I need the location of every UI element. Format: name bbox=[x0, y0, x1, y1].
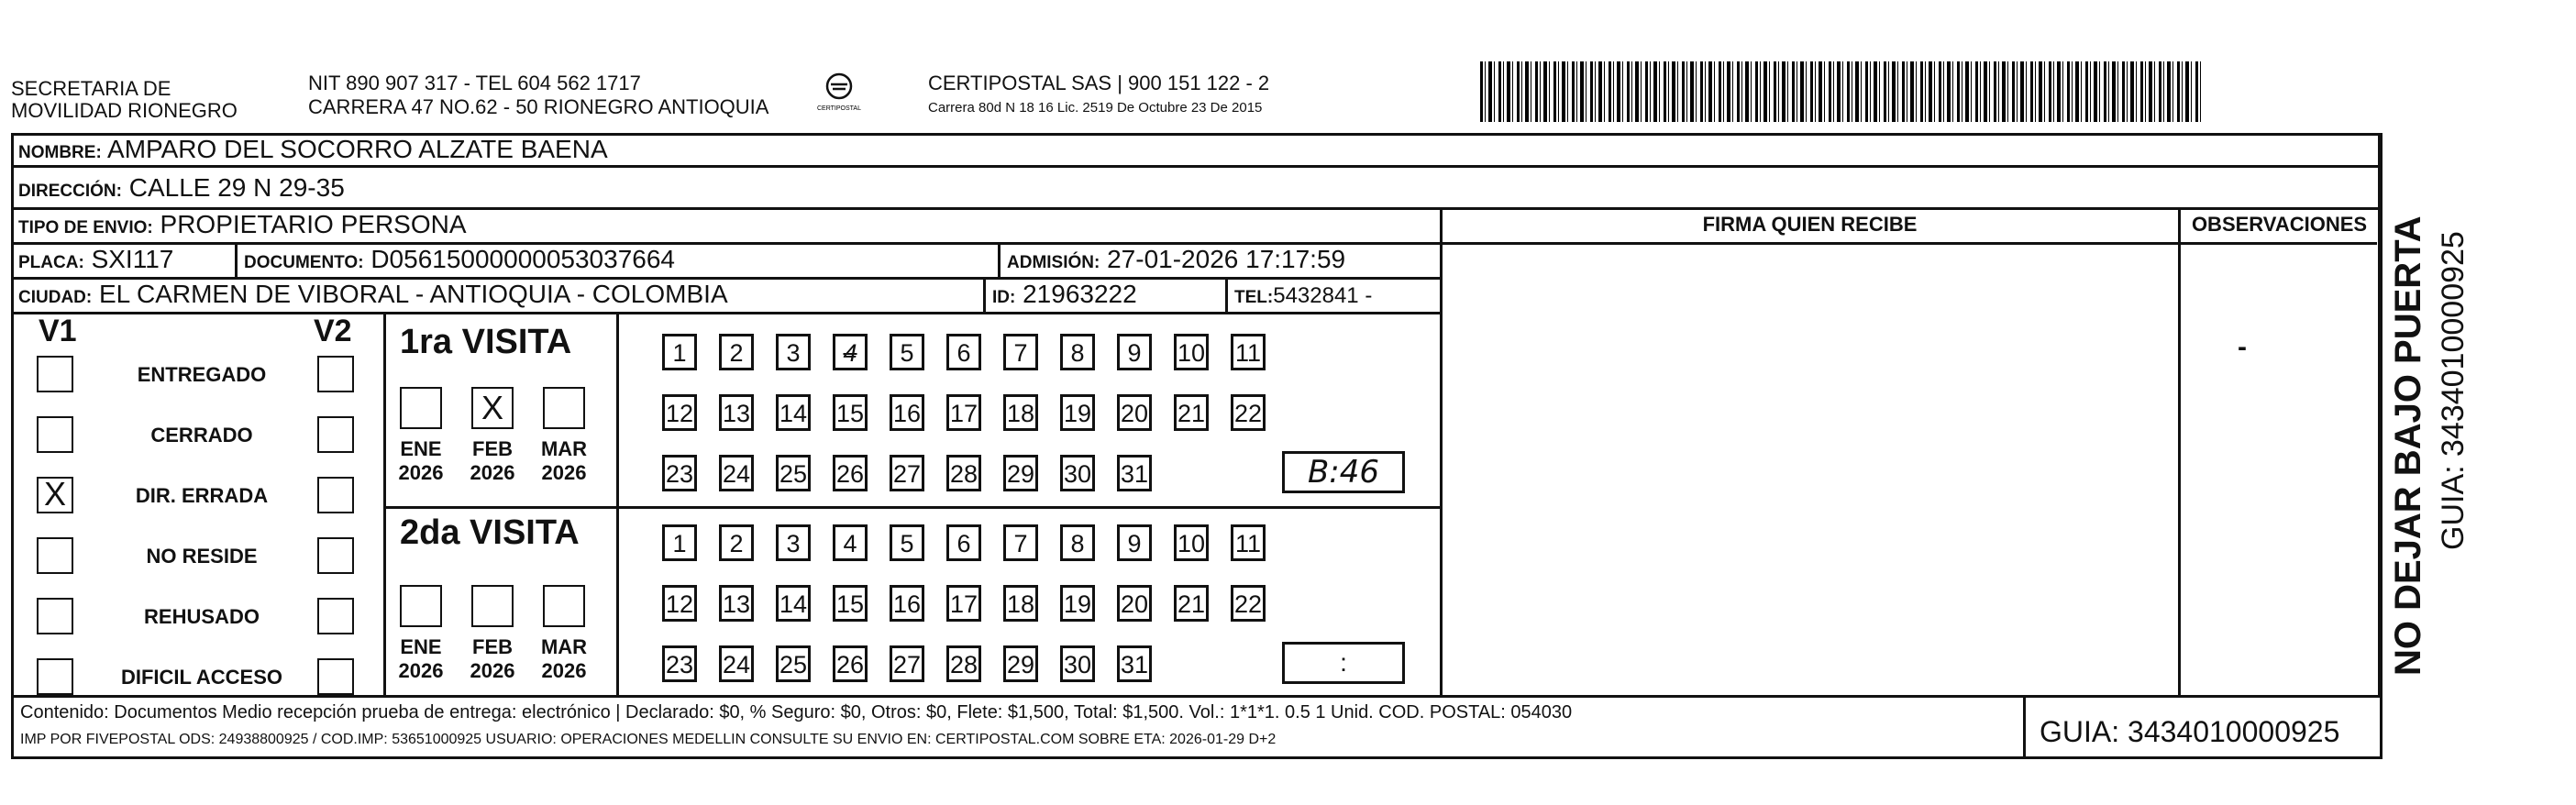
month-year: 2026 bbox=[470, 461, 515, 484]
day-box[interactable]: 25 bbox=[776, 455, 811, 491]
reason-label: ENTREGADO bbox=[137, 363, 267, 386]
observaciones-mark: - bbox=[2238, 332, 2247, 362]
month-checkbox[interactable] bbox=[400, 585, 442, 627]
day-box[interactable]: 20 bbox=[1117, 394, 1152, 431]
month-year: 2026 bbox=[470, 659, 515, 682]
city-field bbox=[18, 281, 728, 312]
day-box[interactable]: 1 bbox=[662, 524, 697, 561]
name-field bbox=[18, 136, 608, 167]
reason-label: DIFICIL ACCESO bbox=[120, 666, 282, 689]
day-box[interactable]: 13 bbox=[719, 394, 754, 431]
address-label: DIRECCIÓN: bbox=[18, 182, 122, 201]
reason-label: DIR. ERRADA bbox=[135, 484, 269, 507]
certipostal-logo bbox=[816, 70, 862, 116]
month-name: FEB bbox=[472, 635, 513, 658]
side-panel bbox=[2383, 133, 2438, 698]
month-name: MAR bbox=[540, 635, 588, 658]
day-box[interactable]: 27 bbox=[890, 455, 924, 491]
v2-checkbox[interactable] bbox=[317, 477, 354, 513]
firma-header: FIRMA QUIEN RECIBE bbox=[1702, 213, 1918, 236]
day-box[interactable]: 31 bbox=[1117, 645, 1152, 682]
month-year: 2026 bbox=[541, 659, 587, 682]
day-box[interactable]: 16 bbox=[890, 585, 924, 622]
company-line: CERTIPOSTAL SAS | 900 151 122 - 2 bbox=[928, 72, 1270, 94]
row-divider bbox=[383, 506, 1440, 509]
day-box[interactable]: 14 bbox=[776, 394, 811, 431]
day-box[interactable]: 12 bbox=[662, 585, 697, 622]
document-value: D05615000000053037664 bbox=[370, 245, 675, 273]
barcode bbox=[1480, 61, 2201, 122]
col-divider bbox=[616, 312, 619, 695]
day-box[interactable]: 10 bbox=[1174, 524, 1209, 561]
first-visit-title: 1ra VISITA bbox=[400, 323, 572, 361]
day-box[interactable]: 23 bbox=[662, 645, 697, 682]
day-box[interactable]: 23 bbox=[662, 455, 697, 491]
tel-field bbox=[1234, 282, 1372, 312]
nit-line: NIT 890 907 317 - TEL 604 562 1717 bbox=[308, 72, 641, 94]
month-name: ENE bbox=[400, 635, 442, 658]
observaciones-header: OBSERVACIONES bbox=[2191, 213, 2368, 236]
day-box[interactable]: 14 bbox=[776, 585, 811, 622]
day-box[interactable]: 17 bbox=[946, 394, 981, 431]
document-field bbox=[244, 246, 675, 277]
v1-header: V1 bbox=[39, 314, 77, 348]
second-visit-title: 2da VISITA bbox=[400, 513, 580, 552]
address-line: CARRERA 47 NO.62 - 50 RIONEGRO ANTIOQUIA bbox=[308, 95, 769, 118]
month-checkbox[interactable] bbox=[471, 585, 514, 627]
plate-field bbox=[18, 246, 173, 277]
v1-checkbox[interactable] bbox=[37, 537, 73, 574]
day-box[interactable]: 27 bbox=[890, 645, 924, 682]
tel-value: 5432841 - bbox=[1273, 283, 1373, 308]
month-checkbox[interactable] bbox=[543, 387, 585, 429]
month-checkbox[interactable] bbox=[400, 387, 442, 429]
col-divider bbox=[983, 277, 986, 312]
reason-label: REHUSADO bbox=[144, 605, 260, 628]
day-box[interactable]: 9 bbox=[1117, 334, 1152, 370]
side-title: NO DEJAR BAJO PUERTA bbox=[2388, 215, 2428, 676]
day-box[interactable]: 18 bbox=[1003, 585, 1038, 622]
footer-imp-line: IMP POR FIVEPOSTAL ODS: 24938800925 / COD.IMP: 53651000925 USUARIO: OPERACIONES MEDELLIN CONSULTE SU ENVIO EN: CERTIPOSTAL.COM SOBRE ETA: 2026-01-29 D+2 bbox=[20, 732, 1277, 747]
month-name: MAR bbox=[540, 437, 588, 460]
day-box[interactable]: 21 bbox=[1174, 394, 1209, 431]
row-divider bbox=[11, 312, 1442, 314]
day-box[interactable]: 2 bbox=[719, 334, 754, 370]
day-box[interactable]: 10 bbox=[1174, 334, 1209, 370]
day-box[interactable]: 13 bbox=[719, 585, 754, 622]
day-box[interactable]: 11 bbox=[1231, 334, 1266, 370]
v1-checkbox[interactable] bbox=[37, 658, 73, 695]
day-box[interactable]: 6 bbox=[946, 334, 981, 370]
day-box[interactable]: 29 bbox=[1003, 645, 1038, 682]
day-box[interactable]: 26 bbox=[833, 645, 868, 682]
day-box[interactable]: 5 bbox=[890, 334, 924, 370]
day-box[interactable]: 29 bbox=[1003, 455, 1038, 491]
day-box[interactable]: 22 bbox=[1231, 394, 1266, 431]
city-label: CIUDAD: bbox=[18, 288, 93, 307]
v1-checkbox[interactable] bbox=[37, 356, 73, 392]
id-label: ID: bbox=[992, 288, 1016, 307]
day-box[interactable]: 7 bbox=[1003, 334, 1038, 370]
day-box[interactable]: 1 bbox=[662, 334, 697, 370]
document-label: DOCUMENTO: bbox=[244, 253, 364, 272]
day-box[interactable]: 28 bbox=[946, 645, 981, 682]
month-year: 2026 bbox=[398, 659, 444, 682]
name-value: AMPARO DEL SOCORRO ALZATE BAENA bbox=[107, 135, 608, 163]
day-box[interactable]: 28 bbox=[946, 455, 981, 491]
day-box[interactable]: 24 bbox=[719, 455, 754, 491]
day-box[interactable]: 9 bbox=[1117, 524, 1152, 561]
id-value: 21963222 bbox=[1023, 280, 1137, 308]
month-checkbox[interactable]: X bbox=[471, 387, 514, 429]
day-box[interactable]: 19 bbox=[1060, 394, 1095, 431]
tel-label: TEL: bbox=[1234, 288, 1274, 307]
col-divider bbox=[1440, 207, 1443, 695]
day-box[interactable]: 25 bbox=[776, 645, 811, 682]
day-box[interactable]: 26 bbox=[833, 455, 868, 491]
v2-checkbox[interactable] bbox=[317, 416, 354, 453]
second-visit-time[interactable]: : bbox=[1282, 642, 1405, 684]
day-box[interactable]: 12 bbox=[662, 394, 697, 431]
day-box[interactable]: 18 bbox=[1003, 394, 1038, 431]
day-box[interactable]: 3 bbox=[776, 334, 811, 370]
day-box[interactable]: 22 bbox=[1231, 585, 1266, 622]
day-box[interactable]: 24 bbox=[719, 645, 754, 682]
day-box[interactable]: 2 bbox=[719, 524, 754, 561]
day-box[interactable]: 15 bbox=[833, 585, 868, 622]
day-box[interactable]: 4 bbox=[833, 524, 868, 561]
day-box[interactable]: 11 bbox=[1231, 524, 1266, 561]
entity-name-line2: MOVILIDAD RIONEGRO bbox=[11, 99, 238, 122]
row-divider bbox=[1442, 242, 2377, 245]
day-box[interactable]: 3 bbox=[776, 524, 811, 561]
month-year: 2026 bbox=[398, 461, 444, 484]
city-value: EL CARMEN DE VIBORAL - ANTIOQUIA - COLOMBIA bbox=[99, 280, 728, 308]
company-subline: Carrera 80d N 18 16 Lic. 2519 De Octubre 23 De 2015 bbox=[928, 100, 1263, 116]
admission-label: ADMISIÓN: bbox=[1007, 253, 1100, 272]
side-guia: GUIA: 3434010000925 bbox=[2436, 231, 2471, 550]
plate-label: PLACA: bbox=[18, 253, 84, 272]
day-box[interactable]: 5 bbox=[890, 524, 924, 561]
v1-checkbox[interactable] bbox=[37, 416, 73, 453]
type-label: TIPO DE ENVIO: bbox=[18, 218, 153, 237]
v1-checkbox[interactable] bbox=[37, 598, 73, 634]
day-box[interactable]: 19 bbox=[1060, 585, 1095, 622]
col-divider bbox=[1225, 277, 1228, 312]
month-year: 2026 bbox=[541, 461, 587, 484]
entity-name-line1: SECRETARIA DE bbox=[11, 77, 171, 100]
v2-checkbox[interactable] bbox=[317, 356, 354, 392]
v2-checkbox[interactable] bbox=[317, 658, 354, 695]
day-box[interactable]: 6 bbox=[946, 524, 981, 561]
name-label: NOMBRE: bbox=[18, 143, 102, 162]
type-field bbox=[18, 211, 467, 242]
day-box[interactable]: 8 bbox=[1060, 334, 1095, 370]
day-box[interactable]: 30 bbox=[1060, 455, 1095, 491]
day-box[interactable]: 4 bbox=[833, 334, 868, 370]
type-value: PROPIETARIO PERSONA bbox=[160, 210, 467, 238]
month-name: ENE bbox=[400, 437, 442, 460]
month-name: FEB bbox=[472, 437, 513, 460]
plate-value: SXI117 bbox=[91, 245, 174, 273]
v2-header: V2 bbox=[314, 314, 352, 348]
col-divider bbox=[383, 312, 386, 695]
col-divider bbox=[2178, 207, 2181, 695]
first-visit-time-note[interactable]: B:46 bbox=[1282, 451, 1405, 493]
day-box[interactable]: 21 bbox=[1174, 585, 1209, 622]
day-box[interactable]: 8 bbox=[1060, 524, 1095, 561]
col-divider bbox=[998, 242, 1001, 277]
day-box[interactable]: 7 bbox=[1003, 524, 1038, 561]
id-field bbox=[992, 281, 1137, 312]
footer-content-line: Contenido: Documentos Medio recepción prueba de entrega: electrónico | Declarado: $0, % Seguro: $0, Otros: $0, Flete: $1,500, Total: $1,500. Vol.: 1*1*1. 0.5 1 Unid. COD. POSTAL: 054030 bbox=[20, 702, 1573, 722]
day-box[interactable]: 15 bbox=[833, 394, 868, 431]
day-box[interactable]: 20 bbox=[1117, 585, 1152, 622]
reason-label: CERRADO bbox=[150, 424, 253, 447]
col-divider bbox=[2378, 133, 2381, 698]
day-box[interactable]: 16 bbox=[890, 394, 924, 431]
day-box[interactable]: 30 bbox=[1060, 645, 1095, 682]
day-box[interactable]: 17 bbox=[946, 585, 981, 622]
address-value: CALLE 29 N 29-35 bbox=[128, 173, 345, 202]
v1-checkbox[interactable]: X bbox=[37, 477, 73, 513]
day-box[interactable]: 31 bbox=[1117, 455, 1152, 491]
admission-field bbox=[1007, 246, 1345, 277]
month-checkbox[interactable] bbox=[543, 585, 585, 627]
address-field bbox=[18, 174, 345, 205]
v2-checkbox[interactable] bbox=[317, 598, 354, 634]
col-divider bbox=[235, 242, 238, 277]
reason-label: NO RESIDE bbox=[146, 545, 258, 568]
admission-value: 27-01-2026 17:17:59 bbox=[1107, 245, 1346, 273]
v2-checkbox[interactable] bbox=[317, 537, 354, 574]
footer-guia: GUIA: 3434010000925 bbox=[2040, 715, 2340, 748]
logo-caption: CERTIPOSTAL bbox=[817, 105, 861, 112]
